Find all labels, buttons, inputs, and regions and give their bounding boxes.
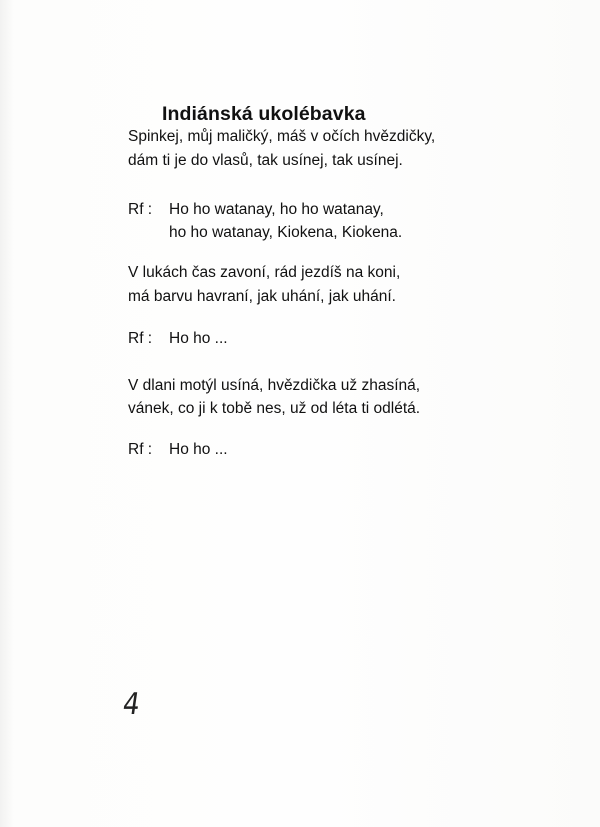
page-number: 4 xyxy=(120,687,142,723)
verse-3-line-2: vánek, co ji k tobě nes, už od léta ti odlétá. xyxy=(128,400,421,417)
refrain-short: Ho ho ... xyxy=(169,441,228,458)
refrain-line-2: ho ho watanay, Kiokena, Kiokena. xyxy=(169,224,403,241)
refrain-short: Ho ho ... xyxy=(169,330,228,347)
refrain-label: Rf : xyxy=(128,201,153,218)
verse-1-line-1: Spinkej, můj maličký, máš v očích hvězdičky, xyxy=(128,128,436,145)
verse-3-line-1: V dlani motýl usíná, hvězdička už zhasíná, xyxy=(128,377,421,394)
refrain-label: Rf : xyxy=(128,441,153,458)
refrain-label: Rf : xyxy=(128,330,153,347)
verse-2-line-2: má barvu havraní, jak uhání, jak uhání. xyxy=(128,288,396,305)
refrain-line-1: Ho ho watanay, ho ho watanay, xyxy=(169,201,384,218)
song-title: Indiánská ukolébavka xyxy=(162,103,366,125)
verse-1-line-2: dám ti je do vlasů, tak usínej, tak usínej. xyxy=(128,152,403,169)
verse-2-line-1: V lukách čas zavoní, rád jezdíš na koni, xyxy=(128,264,401,281)
